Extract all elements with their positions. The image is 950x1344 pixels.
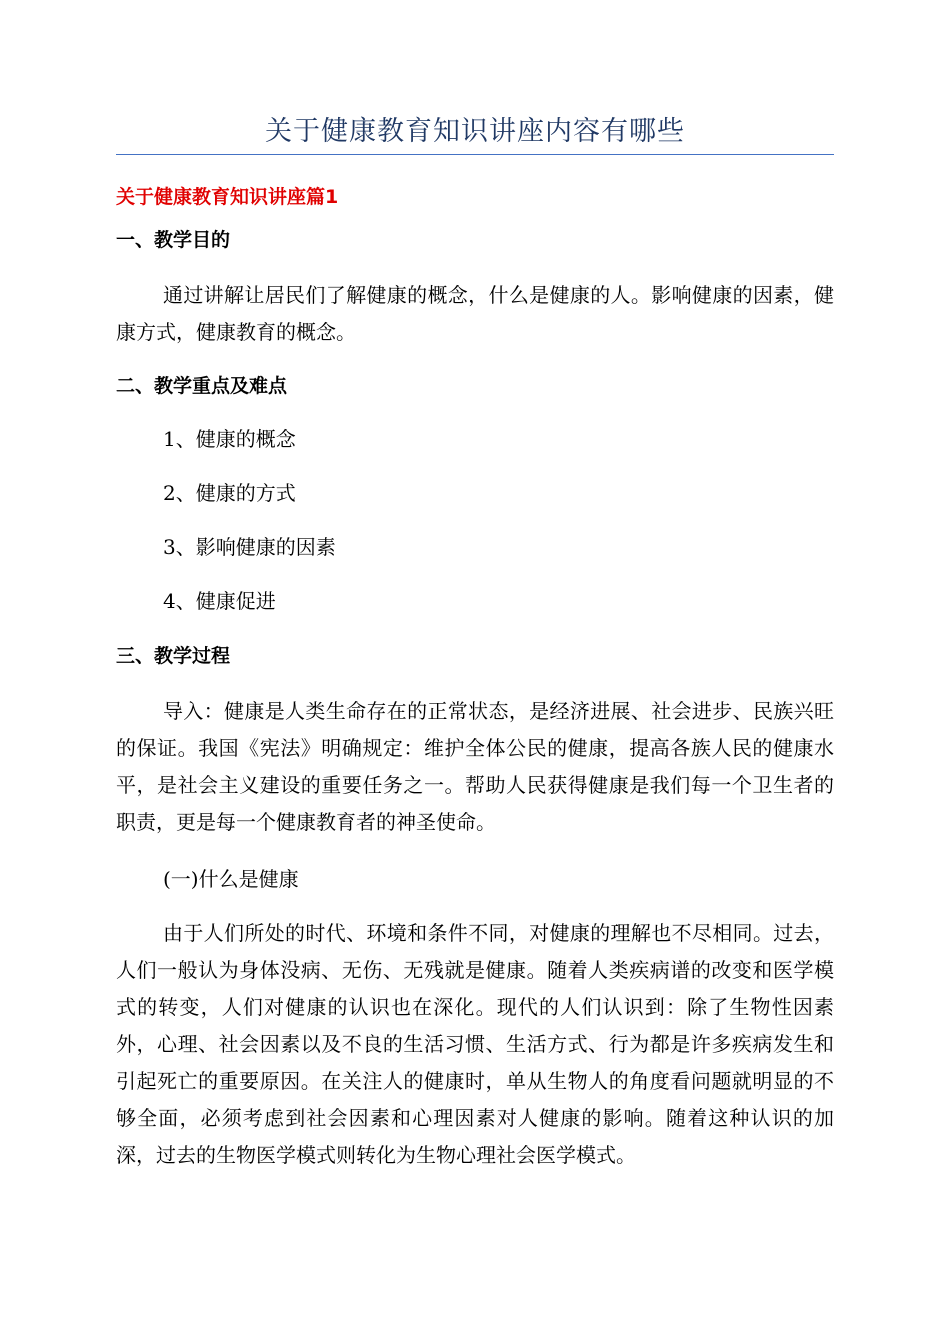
- list-item: 3、影响健康的因素: [163, 535, 336, 559]
- paragraph-health-definition: 由于人们所处的时代、环境和条件不同，对健康的理解也不尽相同。过去，人们一般认为身体没病、无伤、无残就是健康。随着人类疾病谱的改变和医学模式的转变，人们对健康的认识也在深化。现代的人们认识到：除了生物性因素外，心理、社会因素以及不良的生活习惯、生活方式、行为都是许多疾病发生和引起死亡的重要原因。在关注人的健康时，单从生物人的角度看问题就明显的不够全面，必须考虑到社会因素和心理因素对人健康的影响。随着这种认识的加深，过去的生物医学模式则转化为生物心理社会医学模式。: [116, 921, 834, 1167]
- list-item: 2、健康的方式: [163, 481, 296, 505]
- list-item: 1、健康的概念: [163, 427, 296, 451]
- document-title: 关于健康教育知识讲座内容有哪些: [265, 116, 685, 147]
- subheading-what-is-health: (一)什么是健康: [163, 867, 299, 891]
- heading-teaching-purpose: 一、教学目的: [116, 229, 231, 251]
- paragraph-purpose: 通过讲解让居民们了解健康的概念，什么是健康的人。影响健康的因素，健康方式，健康教育的概念。: [116, 283, 834, 344]
- paragraph-introduction: 导入：健康是人类生命存在的正常状态，是经济进展、社会进步、民族兴旺的保证。我国《宪法》明确规定：维护全体公民的健康，提高各族人民的健康水平，是社会主义建设的重要任务之一。帮助人民获得健康是我们每一个卫生者的职责，更是每一个健康教育者的神圣使命。: [116, 699, 834, 834]
- heading-teaching-process: 三、教学过程: [116, 645, 231, 667]
- section-title: 关于健康教育知识讲座篇1: [116, 186, 339, 208]
- list-item: 4、健康促进: [163, 589, 276, 613]
- heading-key-points: 二、教学重点及难点: [116, 375, 288, 397]
- title-divider: [116, 154, 834, 155]
